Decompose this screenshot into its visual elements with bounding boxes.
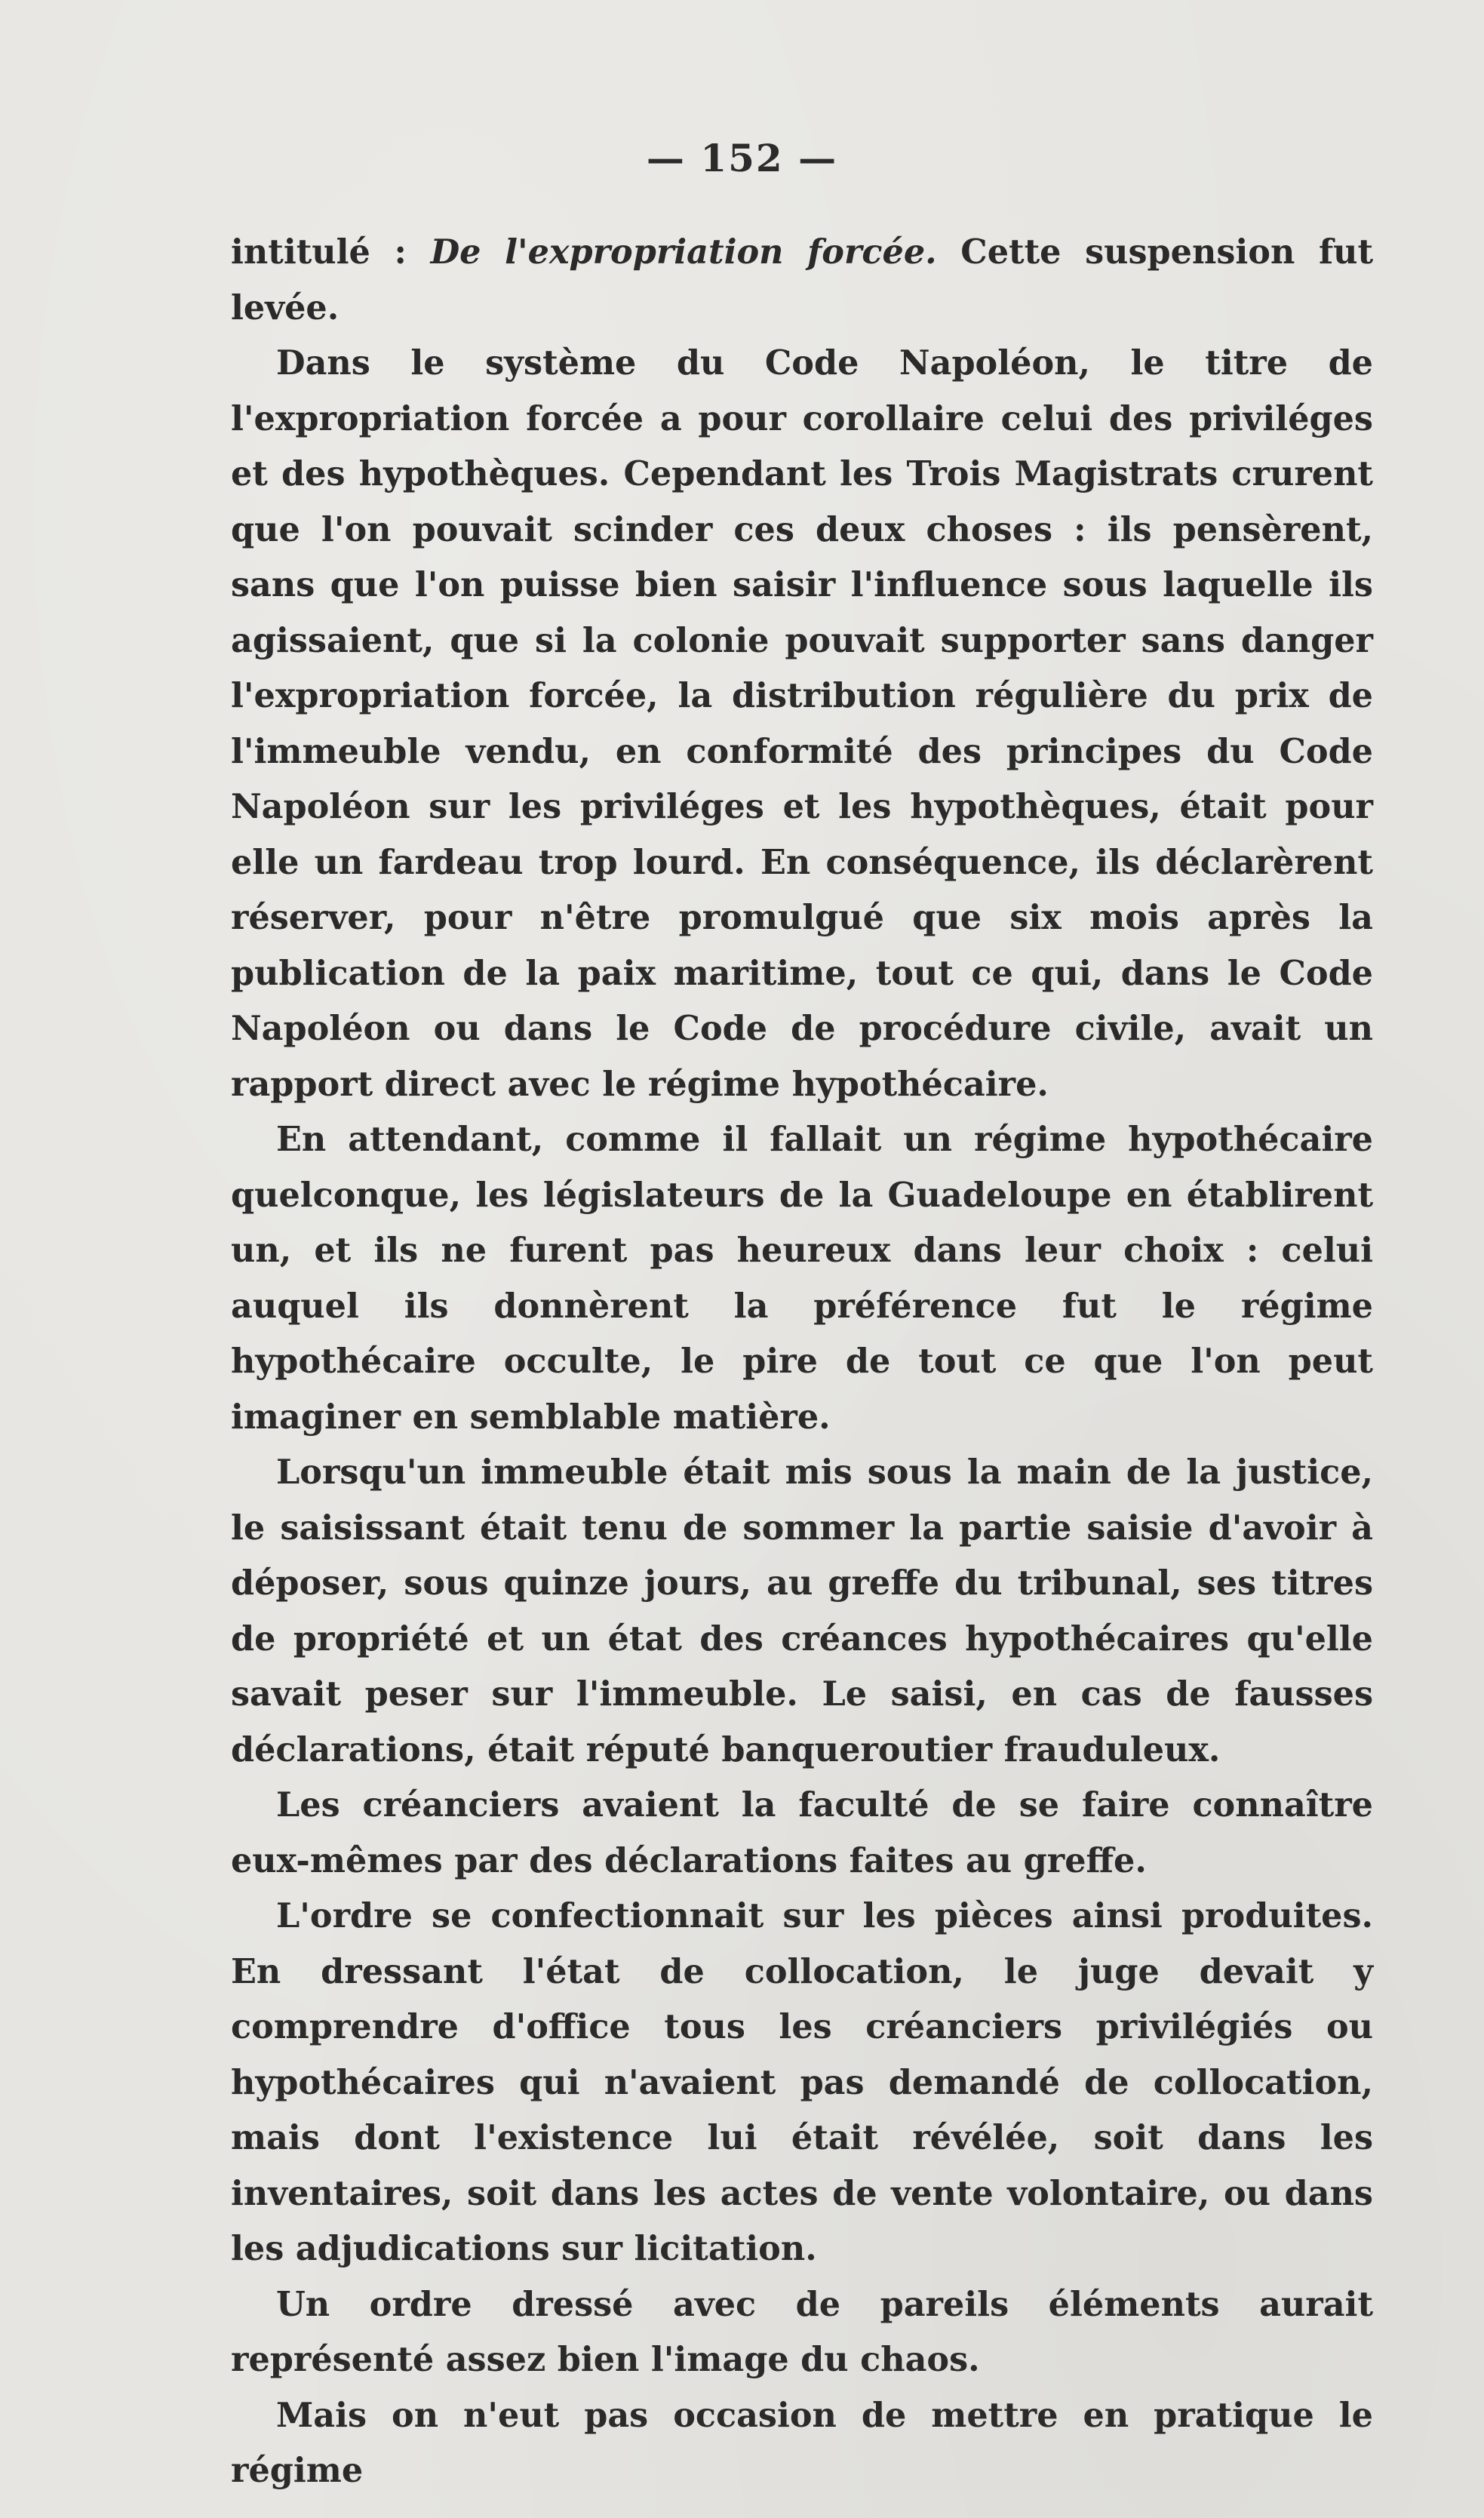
italic-title: De l'expropriation forcée. (430, 232, 937, 272)
paragraph-4: Lorsqu'un immeuble était mis sous la main de la justice, le saisissant était tenu de sommer la partie saisie d'avoir à déposer, sous quinze jours, au greffe du tribunal, ses titres de propriété et un état des créances hypothécaires qu'elle savait peser sur l'immeuble. Le saisi, en cas de fausses déclarations, était réputé banqueroutier frauduleux. (231, 1453, 1373, 1769)
p1-tail: Cette suspension fut levée. (231, 232, 1373, 327)
paragraph-2: Dans le système du Code Napoléon, le titre de l'expropriation forcée a pour corollaire celui des priviléges et des hypothèques. Cependant les Trois Magistrats crurent que l'on pouvait scinder ces deux choses : ils pensèrent, sans que l'on puisse bien saisir l'influence sous laquelle ils agissaient, que si la colonie pouvait supporter sans danger l'expropriation forcée, la distribution régulière du prix de l'immeuble vendu, en conformité des principes du Code Napoléon sur les priviléges et les hypothèques, était pour elle un fardeau trop lourd. En conséquence, ils déclarèrent réserver, pour n'être promulgué que six mois après la publication de la paix maritime, tout ce qui, dans le Code Napoléon ou dans le Code de procédure civile, avait un rapport direct avec le régime hypothécaire. (231, 343, 1373, 1104)
paragraph-6: L'ordre se confectionnait sur les pièces ainsi produites. En dressant l'état de collocation, le juge devait y comprendre d'office tous les créanciers privilégiés ou hypothécaires qui n'avaient pas demandé de collocation, mais dont l'existence lui était révélée, soit dans les inventaires, soit dans les actes de vente volontaire, ou dans les adjudications sur licitation. (231, 1896, 1373, 2268)
page-number: — 152 — (646, 136, 838, 180)
body-text (231, 225, 1373, 2499)
paragraph-8: Mais on n'eut pas occasion de mettre en pratique le régime (231, 2395, 1373, 2490)
paragraph-3: En attendant, comme il fallait un régime hypothécaire quelconque, les législateurs de la Guadeloupe en établirent un, et ils ne furent pas heureux dans leur choix : celui auquel ils donnèrent la préférence fut le régime hypothécaire occulte, le pire de tout ce que l'on peut imaginer en semblable matière. (231, 1120, 1373, 1437)
paragraph-7: Un ordre dressé avec de pareils éléments aurait représenté assez bien l'image du chaos. (231, 2284, 1373, 2379)
paragraph-1 (231, 225, 1373, 336)
p1-lead: intitulé : (231, 232, 431, 272)
paragraph-5: Les créanciers avaient la faculté de se faire connaître eux-mêmes par des déclarations faites au greffe. (231, 1785, 1373, 1880)
